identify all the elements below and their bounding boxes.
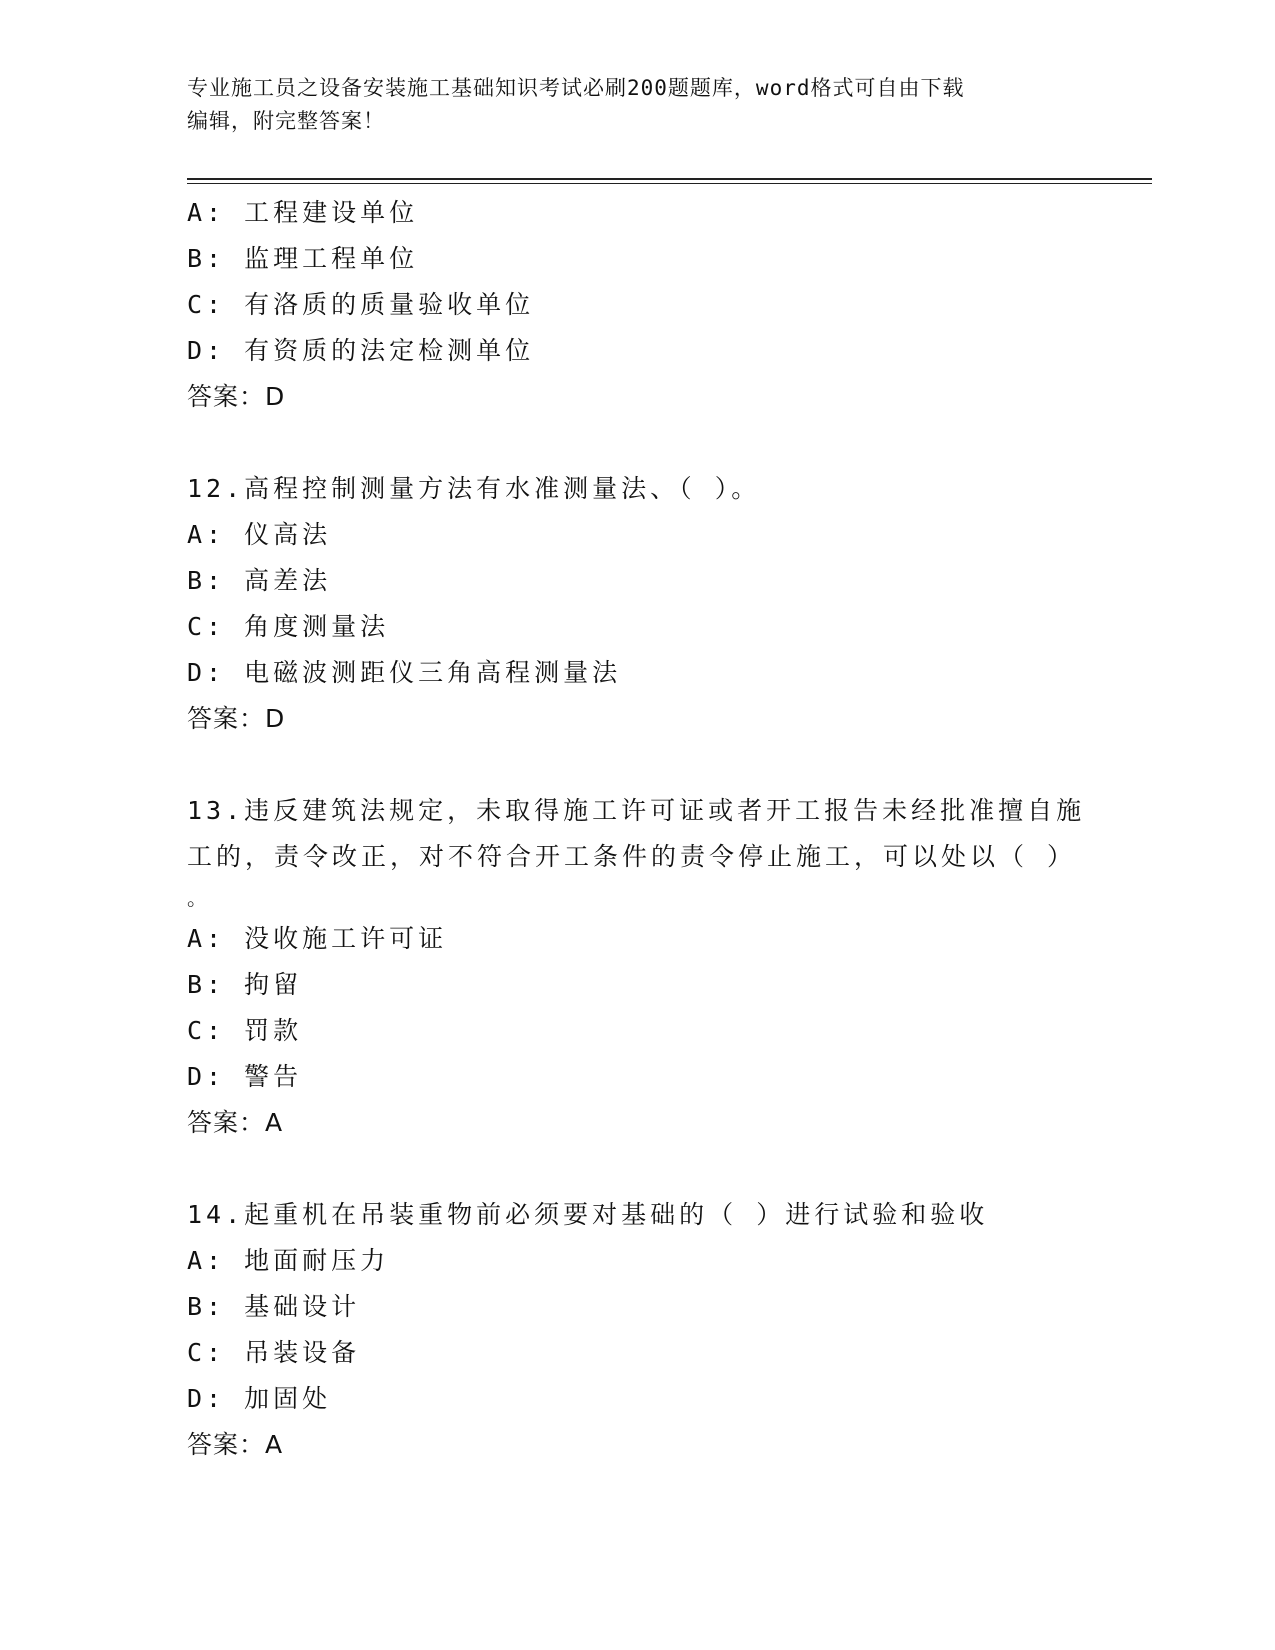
- answer-label: 答案：A: [187, 1108, 284, 1137]
- question-11: [187, 190, 1087, 420]
- option-a: A: 工程建设单位: [187, 198, 419, 227]
- question-12: [187, 466, 1087, 742]
- question-list: [187, 190, 1087, 1468]
- header-line-1: 专业施工员之设备安装施工基础知识考试必刷200题题库，word格式可自由下载: [187, 76, 965, 100]
- header-divider-thin: [187, 183, 1152, 184]
- option-b: B: 拘留: [187, 970, 303, 999]
- option-c: C: 罚款: [187, 1016, 303, 1045]
- option-a: A: 仪高法: [187, 520, 332, 549]
- answer-label: 答案：D: [187, 382, 286, 411]
- question-13: [187, 788, 1087, 1146]
- spacer: [187, 742, 1087, 788]
- question-text: 12.高程控制测量方法有水准测量法、（ ）。: [187, 474, 761, 503]
- question-text-line-3: 。: [187, 886, 207, 910]
- spacer: [187, 1146, 1087, 1192]
- option-b: B: 监理工程单位: [187, 244, 419, 273]
- document-header: [187, 72, 1067, 138]
- option-d: D: 警告: [187, 1062, 303, 1091]
- option-c: C: 有洛质的质量验收单位: [187, 290, 535, 319]
- option-d: D: 有资质的法定检测单位: [187, 336, 535, 365]
- header-divider-thick: [187, 178, 1152, 180]
- option-d: D: 电磁波测距仪三角高程测量法: [187, 658, 622, 687]
- option-b: B: 高差法: [187, 566, 332, 595]
- option-a: A: 没收施工许可证: [187, 924, 448, 953]
- question-14: [187, 1192, 1087, 1468]
- option-c: C: 角度测量法: [187, 612, 390, 641]
- option-b: B: 基础设计: [187, 1292, 361, 1321]
- option-c: C: 吊装设备: [187, 1338, 361, 1367]
- question-text-line-1: 13.违反建筑法规定，未取得施工许可证或者开工报告未经批准擅自施: [187, 796, 1086, 825]
- option-a: A: 地面耐压力: [187, 1246, 390, 1275]
- spacer: [187, 420, 1087, 466]
- option-d: D: 加固处: [187, 1384, 332, 1413]
- answer-label: 答案：D: [187, 704, 286, 733]
- header-line-2: 编辑，附完整答案！: [187, 109, 385, 133]
- question-text: 14.起重机在吊装重物前必须要对基础的（ ）进行试验和验收: [187, 1200, 989, 1229]
- answer-label: 答案：A: [187, 1430, 284, 1459]
- question-text-line-2: 工的，责令改正，对不符合开工条件的责令停止施工，可以处以（ ）: [187, 842, 1077, 871]
